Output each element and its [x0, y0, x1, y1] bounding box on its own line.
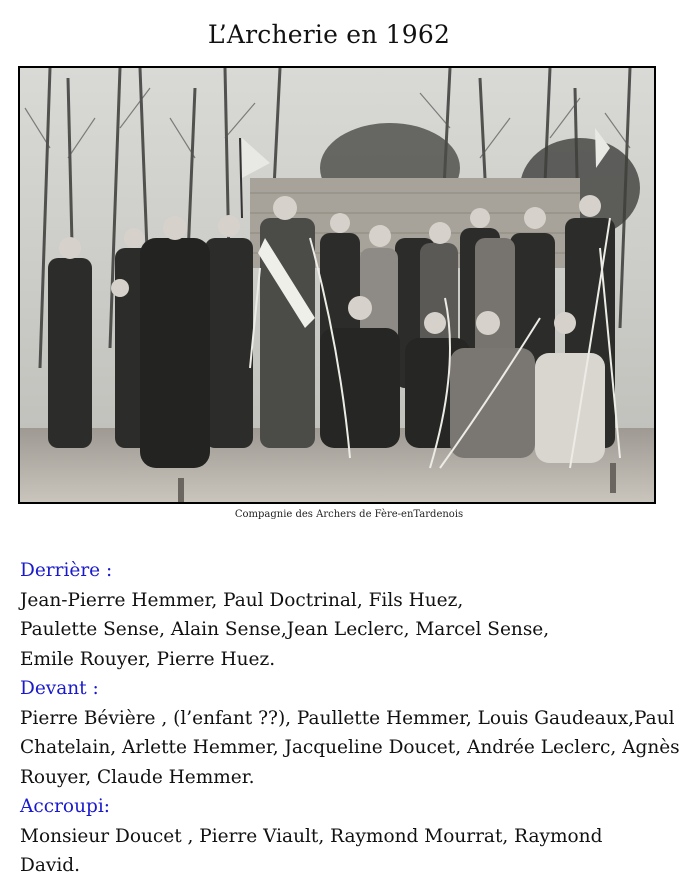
group-front-heading: Devant : [20, 678, 99, 699]
group-crouching-names: Monsieur Doucet , Pierre Viault, Raymond Mourrat, Raymond David. [20, 825, 603, 876]
photo-caption: Compagnie des Archers de Fère-enTardenois [234, 509, 464, 520]
group-back [20, 556, 690, 674]
page-title: L’Archerie en 1962 [207, 20, 451, 49]
group-front-names: Pierre Bévière , (l’enfant ??), Paullette Hemmer, Louis Gaudeaux,Paul Chatelain, Arlette Hemmer, Jacqueline Doucet, Andrée Leclerc, Agnès Rouyer, Claude Hemmer. [20, 707, 680, 788]
group-front [20, 674, 690, 792]
group-back-heading: Derrière : [20, 560, 113, 581]
people-list [20, 556, 690, 881]
group-crouching-heading: Accroupi: [20, 796, 110, 817]
group-crouching [20, 792, 690, 881]
group-photo [18, 66, 656, 504]
group-back-names: Jean-Pierre Hemmer, Paul Doctrinal, Fils Huez, Paulette Sense, Alain Sense,Jean Leclerc, Marcel Sense, Emile Rouyer, Pierre Huez. [20, 589, 550, 670]
group-photo-illustration [20, 68, 654, 502]
